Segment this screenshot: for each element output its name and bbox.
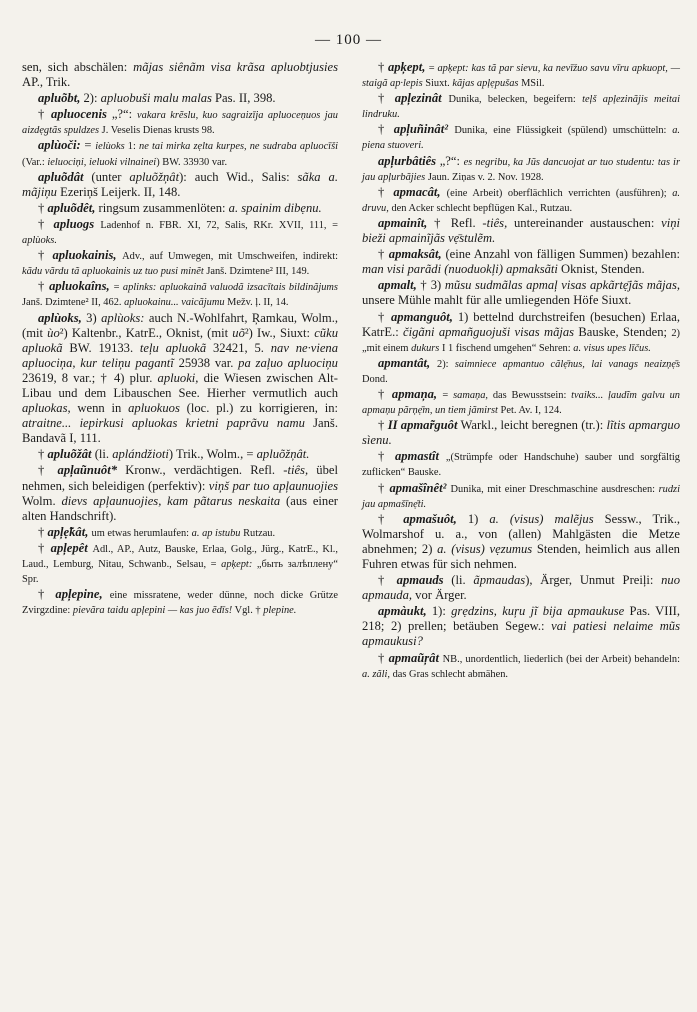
dictionary-entry: † apmaksât, (eine Anzahl von fälligen Summen) bezahlen: man visi parãdi (nuoduokļi) apmaksãti Oknist, Stenden. [362, 247, 680, 277]
dictionary-entry: † apmacât, (eine Arbeit) oberflächlich verrichten (ausführen); a. druvu, den Acker schlecht bepflügen Kal., Rutzau. [362, 184, 680, 214]
dictionary-entry: † apmašînêt² Dunika, mit einer Dreschmaschine ausdreschen: rudzi jau apmašīnẹ̄ti. [362, 480, 680, 510]
dictionary-entry: † apmaũŗât NB., unordentlich, liederlich (bei der Arbeit) behandeln: a. zãli, das Gras schlecht abmähen. [362, 650, 680, 680]
dictionary-entry: † apmašuôt, 1) a. (visus) malẽjus Sessw., Trik., Wolmarshof u. a., von (allen) Mahlgästen die Metze abnehmen; 2) a. (visus) vẹzumus Stenden, heimlich aus allen Fuhren etwas für sich nehmen. [362, 511, 680, 571]
dictionary-entry: † apmanguôt, 1) bettelnd durchstreifen (besuchen) Erlaa, KatrE.: čigãni apmañguojuši visas mãjas Bauske, Stenden; 2) „mit einem dukurs I 1 fischend umgehen“ Sehren: a. visus upes līčus. [362, 309, 680, 354]
dictionary-entry: † apļuñinât² Dunika, eine Flüssigkeit (spülend) umschütteln: a. piena stuoveri. [362, 122, 680, 152]
right-column [362, 60, 680, 682]
dictionary-entry: † apmauds (li. ãpmaudas), Ärger, Unmut Preiļi: nuo apmauda, vor Ärger. [362, 573, 680, 603]
dictionary-entry: † apļezinât Dunika, belecken, begeifern: teļš apļezinãjis meitai lindruku. [362, 91, 680, 121]
dictionary-entry: † apļẹ̃kât, um etwas herumlaufen: a. ap istubu Rutzau. [38, 524, 276, 539]
dictionary-entry: aplùoči: = ielùoks 1: ne tai mirka zẹlta kurpes, ne sudraba apluocīši (Var.: ieluociņi, ieluoki vilnainei) BW. 33930 var. [22, 138, 339, 168]
dictionary-entry: † apluocenis „?“: vakara krẽslu, kuo sagraizīja apluoceņuos jau aizdẹgtãs spuldzes J. Veselis Dienas krusts 98. [22, 107, 338, 137]
dictionary-entry: apluõbt, 2): apluobuši malu malas Pas. II, 398. [38, 91, 276, 106]
dictionary-entry: apļurbâtiês „?“: es negribu, ka Jũs dancuojat ar tuo studentu: tas ir jau apļurbãjies Jaun. Ziņas v. 2. Nov. 1928. [362, 153, 680, 183]
dictionary-entry: † apluokaîns, = aplinks: apluokainã valuodã izsacītais bildinãjums Janš. Dzimtene² II, 462. apluokainu... vaicãjumu Mežv. ļ. II, 14. [22, 279, 338, 309]
dictionary-entry: † apļaũnuôt* Kronw., verdächtigen. Refl. -tiês, übel nehmen, sich beleidigen (perfektiv): viņš par tuo apļaunuojies Wolm. dievs apļaunuojies, kam pãtarus neskaita (aus einer alten Handschrift). [22, 463, 338, 523]
dictionary-entry: † apluõdêt, ringsum zusammenlöten: a. spainim dibẹnu. [38, 200, 322, 215]
dictionary-entry: † apmastît „(Strümpfe oder Handschuhe) sauber und sorgfältig zuflicken“ Bauske. [362, 449, 680, 479]
dictionary-entry: † II apmar̃guôt Warkl., leicht beregnen (tr.): lĩtis apmarguo sìenu. [362, 418, 680, 448]
dictionary-entry: † apluokainis, Adv., auf Umwegen, mit Umschweifen, indirekt: kãdu vãrdu tã apluokainis uz tuo pusi minẽt Janš. Dzimtene² III, 149. [22, 248, 338, 278]
left-column [22, 60, 338, 618]
dictionary-entry: † apmaņa, = samaņa, das Bewusstsein: tvaiks... ļaudĩm galvu un apmaņu pãrņẹ̄m, un tiem jãmirst Pet. Av. I, 124. [362, 386, 680, 417]
dictionary-entry: apmainît, † Refl. -tiês, untereinander austauschen: viņi bieži apmainĩjãs vẹ̄stulẽm. [362, 215, 680, 246]
dictionary-entry: † apluõžât (li. aplándžioti) Trik., Wolm., = apluõžņât. [38, 447, 310, 462]
dictionary-entry: aplùoks, 3) aplùoks: auch N.-Wohlfahrt, Ŗamkau, Wolm., (mit ùo²) Kaltenbr., KatrE., Oknist, (mit uõ²) Iw., Siuxt: cũku apluokã BW. 19133. teļu apluokã 32421, 5. nav ne·viena apluociņa, kur teliņu pagantĩ 25938 var. pa zaļuo apluociņu 23619, 8 var.; † 4) plur. apluoki, die Wiesen zwischen Alt-Libau und dem Libauschen See. Hierher vermutlich auch apluokas, wenn in apluokuos (loc. pl.) zu korrigieren, in: atraitne... iepirkusi apluokas krietni paprãvu namu Janš. Bandavã I, 111. [22, 310, 339, 446]
dictionary-entry: † apļepêt Adl., AP., Autz, Bauske, Erlaa, Golg., Jürg., KatrE., Kl., Laud., Lemburg, Nitau, Schwanb., Selsau, = apķept: „быть залѣплену“ Spr. [22, 540, 338, 586]
dictionary-entry: † apluogs Ladenhof n. FBR. XI, 72, Salis, RKr. XVII, 111, = aplùoks. [22, 216, 338, 247]
page-number: — 100 — [315, 32, 382, 48]
dictionary-entry: apluõdât (unter apluõžņât): auch Wid., Salis: sãka a. mãjiņu Ezeriņš Leijerk. II, 148. [22, 169, 338, 199]
dictionary-entry: † apķept, = apķept: kas tã par sievu, ka nevīžuo savu vīru apkuopt, — staigã ap·lepis Siuxt. kãjas apļẹpušas MSil. [362, 60, 680, 90]
dictionary-entry: sen, sich abschälen: mãjas siênãm visa krãsa apluobtjusies AP., Trik. [22, 60, 338, 90]
dictionary-entry: apmantât, 2): saimniece apmantuo cãlẹ̄nus, lai vanags neaizņẹ̄s Dond. [362, 355, 680, 385]
dictionary-entry: apmalt, † 3) mũsu sudmãlas apmaļ visas apkãrtẹ̄jãs mãjas, unsere Mühle mahlt für alle umliegenden Höfe Siuxt. [362, 278, 680, 308]
dictionary-entry: † apļepine, eine missratene, weder dünne, noch dicke Grütze Zvirgzdine: pievãra taidu apļepini — kas juo ẽdīs! Vgl. † plepine. [22, 587, 338, 617]
dictionary-entry: apmàukt, 1): grẹdzins, kuŗu jĩ bija apmaukuse Pas. VIII, 218; 2) prellen; betäuben Segew.: vai patiesi nelaime mũs apmaukusi? [362, 604, 680, 649]
